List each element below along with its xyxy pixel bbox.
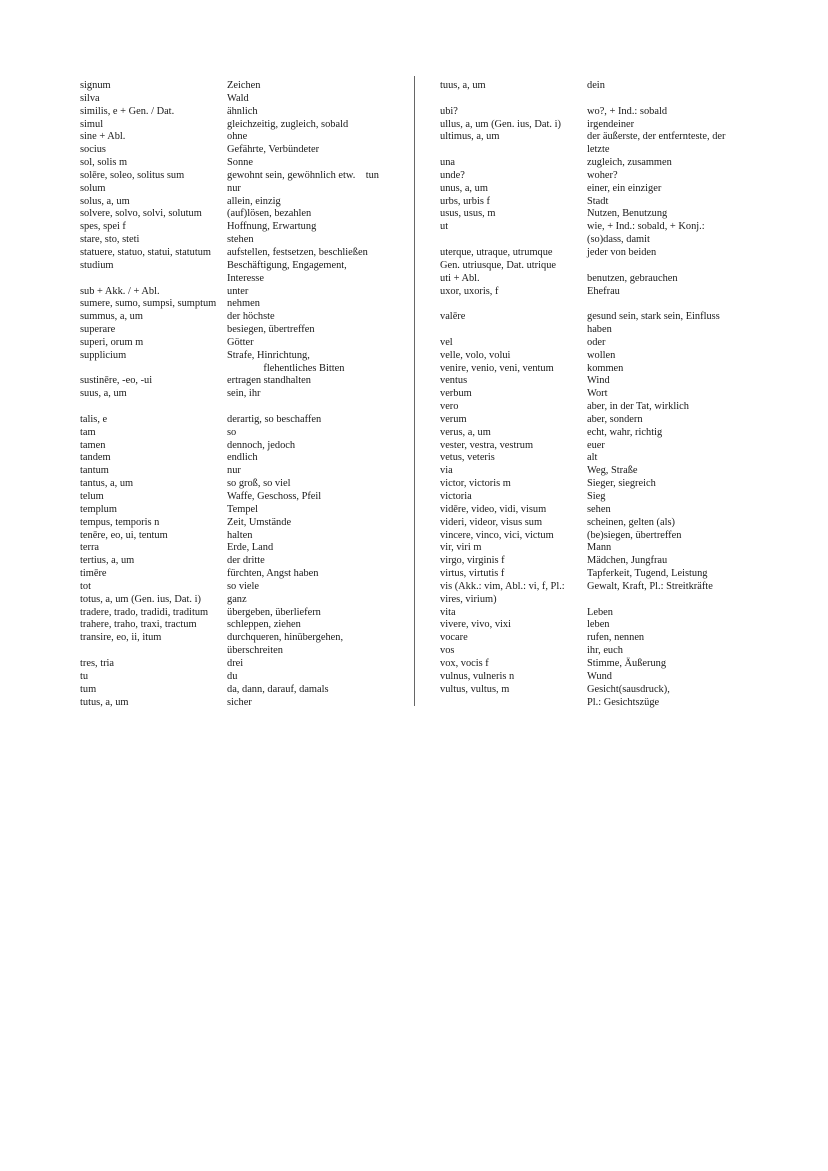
german-translation: sicher <box>227 696 252 708</box>
vocab-entry <box>80 478 410 491</box>
latin-term: vincere, vinco, vici, victum <box>440 529 554 541</box>
german-translation: aber, sondern <box>587 413 643 425</box>
vocab-entry <box>440 247 760 260</box>
vocab-entry <box>440 311 760 324</box>
latin-term: tu <box>80 670 89 682</box>
latin-term: videri, videor, visus sum <box>440 516 543 528</box>
german-translation: Pl.: Gesichtszüge <box>587 696 660 708</box>
vocab-entry <box>80 581 410 594</box>
latin-term: unde? <box>440 169 465 181</box>
vocab-entry <box>80 183 410 196</box>
german-translation: zugleich, zusammen <box>587 157 672 169</box>
vocab-entry <box>80 697 410 710</box>
vocab-entry <box>80 131 410 144</box>
german-translation: stehen <box>227 234 254 246</box>
latin-term: tot <box>80 580 91 592</box>
german-translation: Erde, Land <box>227 542 274 554</box>
latin-term: tam <box>80 426 96 438</box>
vocab-entry <box>440 337 760 350</box>
vocab-entry <box>80 93 410 106</box>
german-translation: endlich <box>227 452 258 464</box>
german-translation: Zeichen <box>227 80 261 91</box>
latin-term: verus, a, um <box>440 426 491 438</box>
vocab-entry <box>80 119 410 132</box>
german-translation: überschreiten <box>227 645 283 657</box>
german-translation: gleichzeitig, zugleich, sobald <box>227 118 349 130</box>
latin-term: studium <box>80 259 114 271</box>
latin-term: virgo, virginis f <box>440 555 505 567</box>
latin-term: transire, eo, ii, itum <box>80 632 162 644</box>
vocab-entry <box>80 363 410 376</box>
vocab-entry <box>440 324 760 337</box>
latin-term: ubi? <box>440 105 458 117</box>
vocab-entry <box>440 619 760 632</box>
german-translation: haben <box>587 324 612 336</box>
german-translation: dennoch, jedoch <box>227 439 296 451</box>
vocab-entry <box>80 568 410 581</box>
vocab-entry <box>80 260 410 273</box>
column-divider <box>414 76 415 706</box>
german-translation: einer, ein einziger <box>587 182 662 194</box>
latin-term: trahere, traho, traxi, tractum <box>80 619 197 631</box>
latin-term: verum <box>440 413 467 425</box>
vocab-entry <box>440 157 760 170</box>
latin-term: tantum <box>80 465 109 477</box>
german-translation: ganz <box>227 593 247 605</box>
latin-term: sustinēre, -eo, -ui <box>80 375 153 387</box>
vocab-entry <box>440 491 760 504</box>
vocab-entry <box>440 401 760 414</box>
vocab-entry <box>440 440 760 453</box>
vocab-entry <box>80 388 410 401</box>
vocab-entry <box>440 221 760 234</box>
vocab-entry <box>440 658 760 671</box>
vocab-entry <box>440 350 760 363</box>
vocab-entry <box>440 671 760 684</box>
vocab-entry <box>440 106 760 119</box>
vocab-entry <box>80 247 410 260</box>
latin-term: superare <box>80 324 116 336</box>
german-translation: durchqueren, hinübergehen, <box>227 632 344 644</box>
german-translation: gesund sein, stark sein, Einfluss <box>587 311 720 323</box>
latin-term: velle, volo, volui <box>440 349 511 361</box>
german-translation: aber, in der Tat, wirklich <box>587 401 689 413</box>
vocab-entry <box>440 144 760 157</box>
latin-term: victor, victoris m <box>440 478 511 490</box>
latin-term: tandem <box>80 452 111 464</box>
german-translation: Sonne <box>227 157 253 169</box>
vocab-entry <box>80 311 410 324</box>
vocab-entry <box>80 106 410 119</box>
vocab-entry <box>440 504 760 517</box>
latin-term: vel <box>440 336 453 348</box>
vocab-entry <box>80 234 410 247</box>
german-translation: Hoffnung, Erwartung <box>227 221 317 233</box>
vocab-entry <box>440 594 760 607</box>
german-translation: woher? <box>587 169 618 181</box>
german-translation: ihr, euch <box>587 645 623 657</box>
vocab-entry <box>440 427 760 440</box>
vocab-entry <box>440 183 760 196</box>
vocab-entry <box>80 530 410 543</box>
vocab-entry <box>80 401 410 414</box>
latin-term: usus, usus, m <box>440 208 496 220</box>
vocab-entry <box>80 208 410 221</box>
german-translation: Nutzen, Benutzung <box>587 208 668 220</box>
latin-term: ut <box>440 221 449 233</box>
vocab-entry <box>80 542 410 555</box>
latin-term: sub + Akk. / + Abl. <box>80 285 160 297</box>
german-translation: (be)siegen, übertreffen <box>587 529 682 541</box>
latin-term: supplicium <box>80 349 127 361</box>
german-translation: benutzen, gebrauchen <box>587 272 678 284</box>
german-translation: letzte <box>587 144 610 156</box>
german-translation: Beschäftigung, Engagement, <box>227 259 347 271</box>
vocab-entry <box>440 375 760 388</box>
german-translation: fürchten, Angst haben <box>227 568 319 580</box>
vocab-entry <box>440 581 760 594</box>
latin-term: stare, sto, steti <box>80 234 140 246</box>
latin-term: verbum <box>440 388 472 400</box>
german-translation: wie, + Ind.: sobald, + Konj.: <box>587 221 705 233</box>
vocab-entry <box>440 568 760 581</box>
german-translation: alt <box>587 452 598 464</box>
german-translation: nehmen <box>227 298 260 310</box>
german-translation: Gewalt, Kraft, Pl.: Streitkräfte <box>587 580 713 592</box>
latin-term: ultimus, a, um <box>440 131 500 143</box>
german-translation: gewohnt sein, gewöhnlich etw. tun <box>227 169 379 181</box>
german-translation: halten <box>227 529 253 541</box>
latin-term: timēre <box>80 568 107 580</box>
german-translation: Tapferkeit, Tugend, Leistung <box>587 568 708 580</box>
latin-term: solēre, soleo, solitus sum <box>80 169 185 181</box>
latin-term: una <box>440 157 456 169</box>
vocab-entry <box>80 298 410 311</box>
german-translation: wollen <box>587 349 616 361</box>
vocab-entry <box>80 414 410 427</box>
latin-term: uxor, uxoris, f <box>440 285 499 297</box>
vocab-entry <box>440 298 760 311</box>
vocab-entry <box>80 157 410 170</box>
vocab-entry <box>440 517 760 530</box>
german-translation: drei <box>227 657 244 669</box>
latin-term: uterque, utraque, utrumque <box>440 246 553 258</box>
latin-term: tum <box>80 683 97 695</box>
german-translation: ohne <box>227 131 248 143</box>
german-translation: Leben <box>587 606 613 618</box>
vocab-entry <box>440 196 760 209</box>
vocab-entry <box>80 555 410 568</box>
german-translation: kommen <box>587 362 624 374</box>
vocab-entry <box>440 93 760 106</box>
german-translation: da, dann, darauf, damals <box>227 683 329 695</box>
german-translation: so groß, so viel <box>227 478 291 490</box>
vocab-entry <box>440 542 760 555</box>
german-translation: oder <box>587 336 606 348</box>
vocab-entry <box>80 632 410 645</box>
vocab-column-left <box>80 80 410 709</box>
vocab-entry <box>80 375 410 388</box>
vocab-entry <box>440 80 760 93</box>
latin-term: vester, vestra, vestrum <box>440 439 534 451</box>
vocab-entry <box>80 440 410 453</box>
german-translation: besiegen, übertreffen <box>227 324 315 336</box>
german-translation: schleppen, ziehen <box>227 619 301 631</box>
german-translation: Mann <box>587 542 612 554</box>
latin-term: simul <box>80 118 104 130</box>
german-translation: Wald <box>227 92 249 104</box>
german-translation: derartig, so beschaffen <box>227 413 322 425</box>
vocab-entry <box>80 517 410 530</box>
vocab-entry <box>80 465 410 478</box>
latin-term: vita <box>440 606 456 618</box>
vocab-entry <box>80 350 410 363</box>
latin-term: vultus, vultus, m <box>440 683 510 695</box>
german-translation: du <box>227 670 238 682</box>
vocab-entry <box>80 619 410 632</box>
german-translation: dein <box>587 80 605 91</box>
german-translation: ähnlich <box>227 105 258 117</box>
latin-term: tertius, a, um <box>80 555 135 567</box>
latin-term: socius <box>80 144 106 156</box>
vocab-entry <box>80 658 410 671</box>
latin-term: vires, virium) <box>440 593 497 605</box>
german-translation: sein, ihr <box>227 388 261 400</box>
latin-term: tres, tria <box>80 657 115 669</box>
german-translation: Wund <box>587 670 612 682</box>
vocab-entry <box>440 555 760 568</box>
german-translation: Stimme, Äußerung <box>587 657 667 669</box>
vocab-entry <box>440 697 760 710</box>
vocab-entry <box>440 119 760 132</box>
latin-term: urbs, urbis f <box>440 195 490 207</box>
german-translation: nur <box>227 182 241 194</box>
vocab-entry <box>80 504 410 517</box>
latin-term: vetus, veteris <box>440 452 495 464</box>
latin-term: tenēre, eo, ui, tentum <box>80 529 168 541</box>
vocab-entry <box>80 427 410 440</box>
vocab-entry <box>440 388 760 401</box>
vocab-entry <box>440 452 760 465</box>
latin-term: signum <box>80 80 111 91</box>
latin-term: tempus, temporis n <box>80 516 160 528</box>
vocab-entry <box>80 196 410 209</box>
latin-term: vos <box>440 645 455 657</box>
german-translation: leben <box>587 619 610 631</box>
german-translation: Götter <box>227 336 254 348</box>
latin-term: summus, a, um <box>80 311 143 323</box>
latin-term: vir, viri m <box>440 542 482 554</box>
german-translation: Sieg <box>587 491 606 502</box>
latin-term: tuus, a, um <box>440 80 486 91</box>
vocab-entry <box>80 452 410 465</box>
vocab-entry <box>80 491 410 504</box>
german-translation: nur <box>227 465 241 477</box>
vocab-entry <box>440 414 760 427</box>
german-translation: Ehefrau <box>587 285 620 297</box>
german-translation: Strafe, Hinrichtung, <box>227 349 310 361</box>
latin-term: solvere, solvo, solvi, solutum <box>80 208 202 220</box>
german-translation: allein, einzig <box>227 195 281 207</box>
latin-term: statuere, statuo, statui, statutum <box>80 246 212 258</box>
german-translation: so viele <box>227 580 260 592</box>
latin-term: sine + Abl. <box>80 131 126 143</box>
german-translation: scheinen, gelten (als) <box>587 516 675 528</box>
vocab-entry <box>440 478 760 491</box>
german-translation: wo?, + Ind.: sobald <box>587 105 668 117</box>
vocab-entry <box>440 465 760 478</box>
vocab-entry <box>440 170 760 183</box>
german-translation: irgendeiner <box>587 118 635 130</box>
latin-term: unus, a, um <box>440 182 488 194</box>
german-translation: sehen <box>587 503 611 515</box>
german-translation: Zeit, Umstände <box>227 516 292 528</box>
latin-term: vidēre, video, vidi, visum <box>440 503 547 515</box>
german-translation: so <box>227 426 237 438</box>
latin-term: silva <box>80 92 100 104</box>
german-translation: Sieger, siegreich <box>587 478 656 490</box>
latin-term: tutus, a, um <box>80 696 129 708</box>
latin-term: suus, a, um <box>80 388 127 400</box>
latin-term: superi, orum m <box>80 336 144 348</box>
latin-term: vox, vocis f <box>440 657 489 669</box>
latin-term: uti + Abl. <box>440 272 480 284</box>
latin-term: talis, e <box>80 413 108 425</box>
vocab-entry <box>80 144 410 157</box>
german-translation: Interesse <box>227 272 264 284</box>
latin-term: vero <box>440 401 459 413</box>
latin-term: totus, a, um (Gen. ius, Dat. i) <box>80 593 201 605</box>
vocab-entry <box>440 530 760 543</box>
latin-term: tantus, a, um <box>80 478 134 490</box>
vocab-entry <box>80 286 410 299</box>
german-translation: Waffe, Geschoss, Pfeil <box>227 491 322 502</box>
german-translation: Mädchen, Jungfrau <box>587 555 668 567</box>
german-translation: der dritte <box>227 555 265 567</box>
latin-term: vulnus, vulneris n <box>440 670 515 682</box>
latin-term: vivere, vivo, vixi <box>440 619 511 631</box>
german-translation: flehentliches Bitten <box>227 362 345 374</box>
vocab-entry <box>440 208 760 221</box>
german-translation: Weg, Straße <box>587 465 638 477</box>
latin-term: Gen. utriusque, Dat. utrique <box>440 259 557 271</box>
vocab-entry <box>80 170 410 183</box>
latin-term: virtus, virtutis f <box>440 568 505 580</box>
german-translation: echt, wahr, richtig <box>587 426 663 438</box>
vocab-entry <box>440 632 760 645</box>
german-translation: Gefährte, Verbündeter <box>227 144 320 156</box>
vocab-entry <box>80 337 410 350</box>
german-translation: Stadt <box>587 195 609 207</box>
german-translation: jeder von beiden <box>587 246 657 258</box>
vocab-entry <box>440 684 760 697</box>
latin-term: vis (Akk.: vim, Abl.: vi, f, Pl.: <box>440 580 565 592</box>
vocab-entry <box>440 286 760 299</box>
latin-term: valēre <box>440 311 466 323</box>
vocab-entry <box>440 363 760 376</box>
german-translation: der höchste <box>227 311 275 323</box>
vocab-entry <box>80 594 410 607</box>
latin-term: sumere, sumo, sumpsi, sumptum <box>80 298 217 310</box>
latin-term: tamen <box>80 439 106 451</box>
latin-term: terra <box>80 542 100 554</box>
german-translation: (so)dass, damit <box>587 234 650 246</box>
vocab-entry <box>440 607 760 620</box>
latin-term: spes, spei f <box>80 221 126 233</box>
german-translation: Gesicht(sausdruck), <box>587 683 670 695</box>
german-translation: ertragen standhalten <box>227 375 311 387</box>
vocab-entry <box>80 80 410 93</box>
vocab-entry <box>440 260 760 273</box>
latin-term: ullus, a, um (Gen. ius, Dat. i) <box>440 118 561 130</box>
vocab-entry <box>80 221 410 234</box>
german-translation: Wind <box>587 375 610 387</box>
vocab-entry <box>80 324 410 337</box>
latin-term: templum <box>80 503 117 515</box>
german-translation: übergeben, überliefern <box>227 606 321 618</box>
latin-term: victoria <box>440 491 472 502</box>
german-translation: (auf)lösen, bezahlen <box>227 208 312 220</box>
vocab-column-right <box>440 80 760 709</box>
latin-term: via <box>440 465 453 477</box>
german-translation: Wort <box>587 388 608 400</box>
german-translation: euer <box>587 439 605 451</box>
german-translation: Tempel <box>227 503 259 515</box>
vocab-entry <box>80 645 410 658</box>
vocab-entry <box>440 234 760 247</box>
latin-term: venire, venio, veni, ventum <box>440 362 554 374</box>
latin-term: sol, solis m <box>80 157 128 169</box>
latin-term: ventus <box>440 375 468 387</box>
vocab-entry <box>80 273 410 286</box>
german-translation: aufstellen, festsetzen, beschließen <box>227 246 368 258</box>
latin-term: vocare <box>440 632 468 644</box>
latin-term: similis, e + Gen. / Dat. <box>80 105 175 117</box>
latin-term: telum <box>80 491 104 502</box>
vocab-entry <box>80 607 410 620</box>
vocab-entry <box>80 684 410 697</box>
german-translation: rufen, nennen <box>587 632 645 644</box>
latin-term: tradere, trado, tradidi, traditum <box>80 606 209 618</box>
latin-term: solus, a, um <box>80 195 130 207</box>
german-translation: unter <box>227 285 249 297</box>
vocab-entry <box>80 671 410 684</box>
latin-term: solum <box>80 182 106 194</box>
vocab-entry <box>440 131 760 144</box>
german-translation: der äußerste, der entfernteste, der <box>587 131 726 143</box>
vocab-entry <box>440 273 760 286</box>
vocab-entry <box>440 645 760 658</box>
